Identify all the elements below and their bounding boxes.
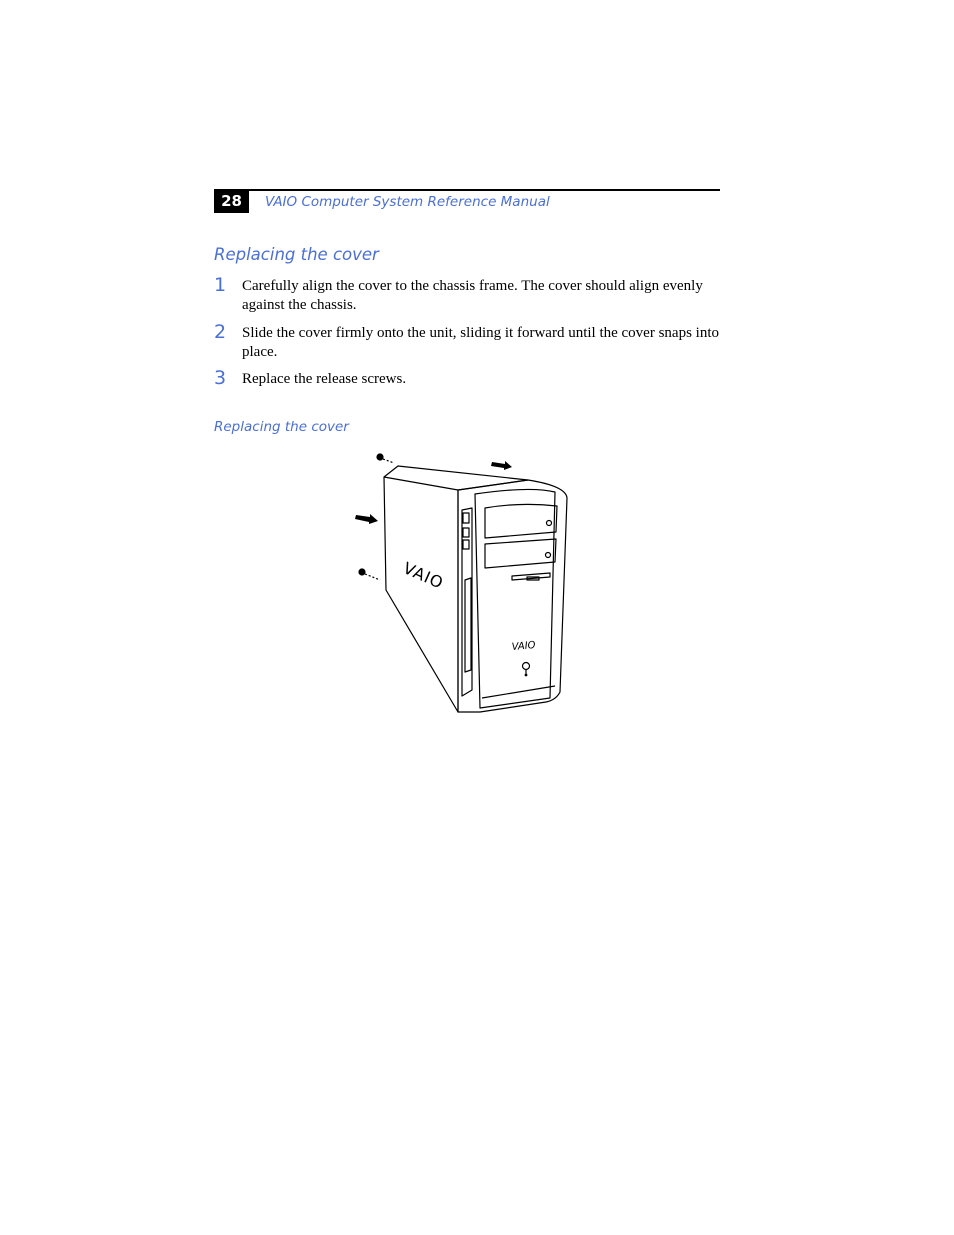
step-text: Slide the cover firmly onto the unit, sliding it forward until the cover snaps into place. (242, 325, 719, 360)
power-button-icon (523, 663, 530, 670)
computer-tower-illustration (350, 450, 570, 715)
side-cover (384, 466, 528, 490)
figure-caption: Replacing the cover (214, 419, 349, 435)
running-title: VAIO Computer System Reference Manual (265, 194, 550, 210)
section-title: Replacing the cover (214, 245, 379, 264)
page-number: 28 (214, 189, 249, 213)
step-number: 1 (214, 274, 227, 296)
arrow-icon (355, 514, 378, 524)
arrow-icon (491, 461, 512, 470)
screw-icon (359, 569, 380, 580)
optical-drive-1 (485, 504, 557, 538)
step-text: Replace the release screws. (242, 371, 407, 387)
front-logo: VAIO (511, 639, 536, 653)
step-number: 3 (214, 367, 227, 389)
step-text: Carefully align the cover to the chassis frame. The cover should align evenly against the chassis. (242, 278, 703, 313)
step-number: 2 (214, 321, 227, 343)
side-logo: VAIO (400, 558, 447, 593)
screw-icon (377, 454, 394, 463)
header-rule (249, 189, 720, 191)
